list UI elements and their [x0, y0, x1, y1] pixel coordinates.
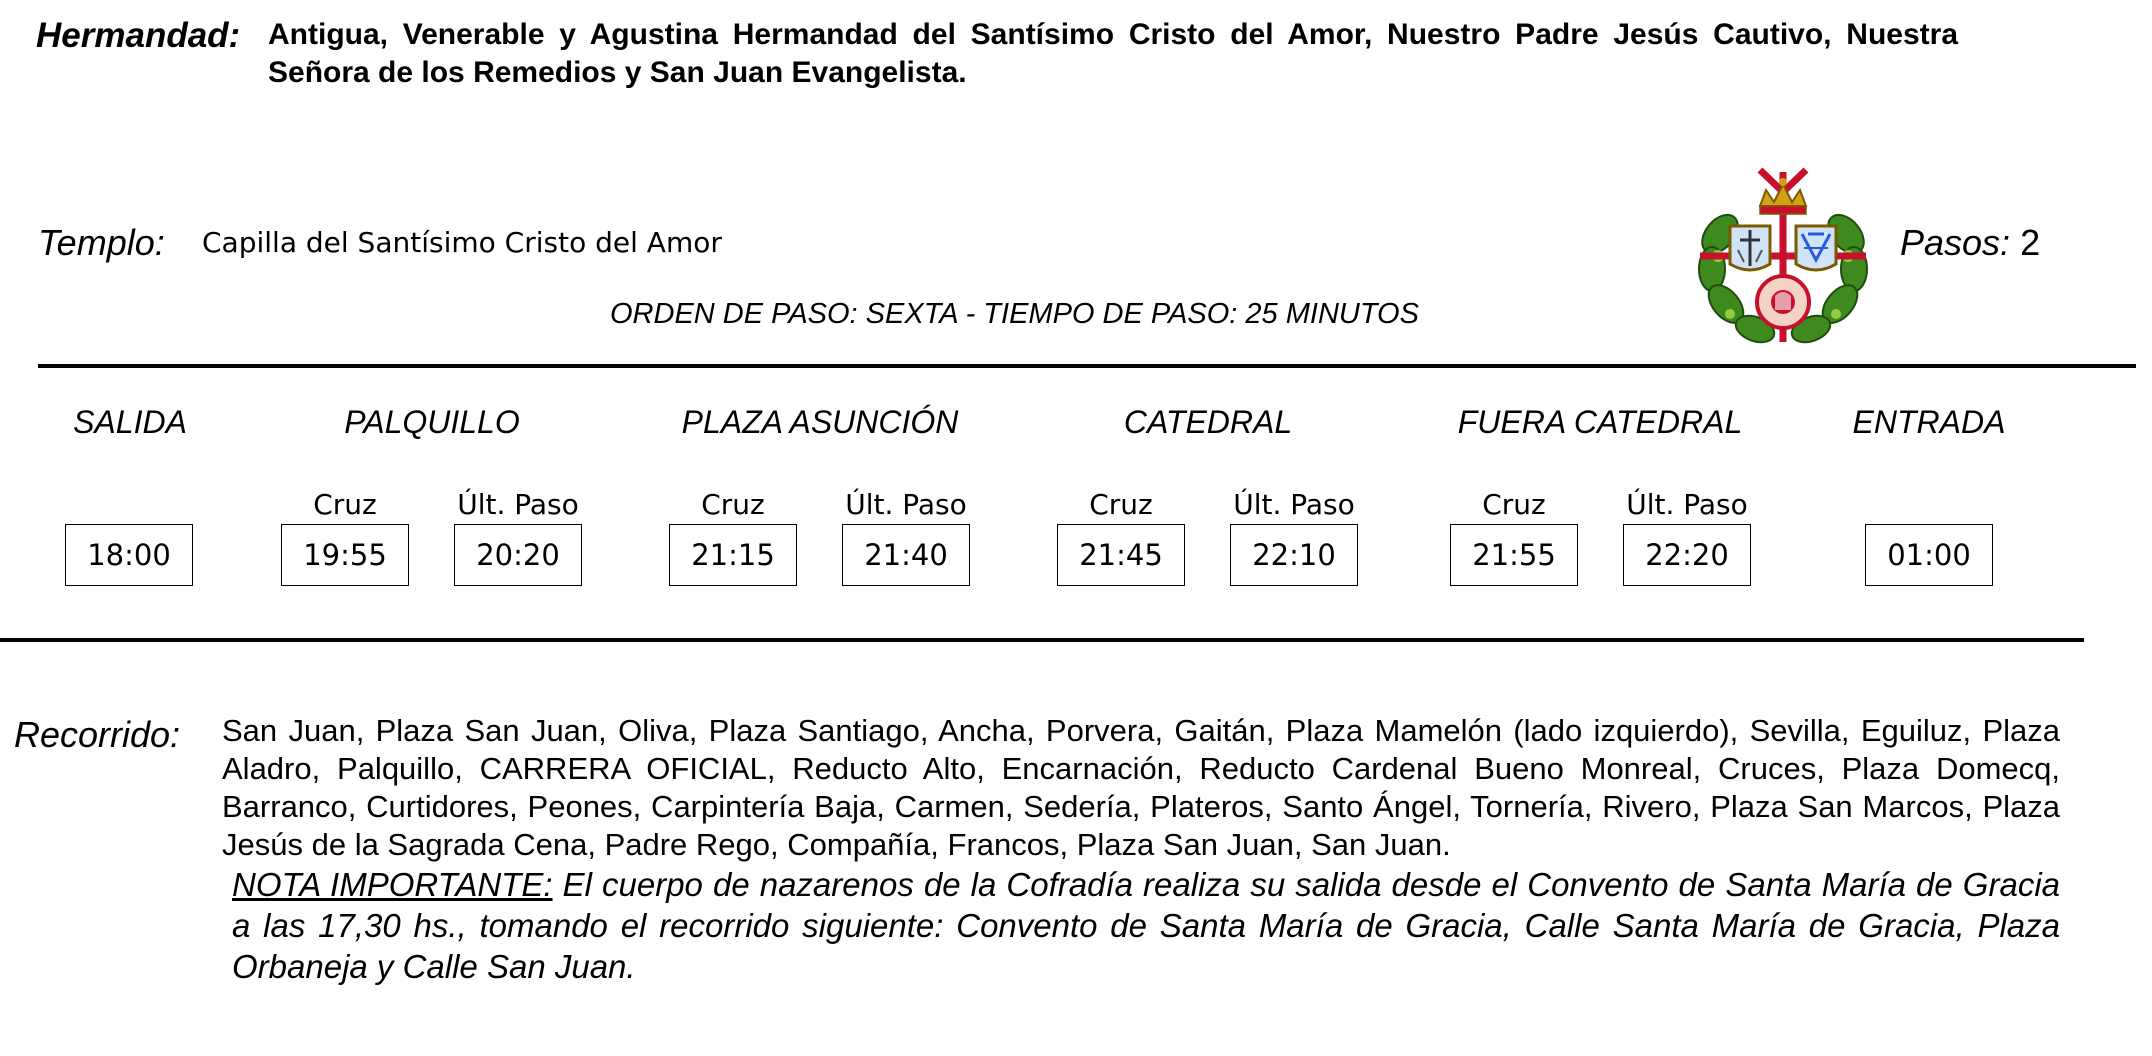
recorrido-block — [222, 712, 2060, 987]
nota-label: NOTA IMPORTANTE: — [232, 866, 553, 903]
templo-value: Capilla del Santísimo Cristo del Amor — [202, 226, 722, 259]
section-plaza-asuncion: PLAZA ASUNCIÓN — [681, 404, 959, 440]
fuera-catedral-cruz-label: Cruz — [1482, 488, 1546, 521]
time-box-palquillo-ult: 20:20 — [454, 524, 582, 586]
palquillo-cruz-label: Cruz — [313, 488, 377, 521]
recorrido-route: San Juan, Plaza San Juan, Oliva, Plaza Santiago, Ancha, Porvera, Gaitán, Plaza Mamelón (lado izquierdo), Sevilla, Eguiluz, Plaza Aladro, Palquillo, CARRERA OFICIAL, Reducto Alto, Encarnación, Reducto Cardenal Bueno Monreal, Cruces, Plaza Domecq, Barranco, Curtidores, Peones, Carpintería Baja, Carmen, Sedería, Plateros, Santo Ángel, Tornería, Rivero, Plaza San Marcos, Plaza Jesús de la Sagrada Cena, Padre Rego, Compañía, Francos, Plaza San Juan, San Juan. — [222, 713, 2060, 862]
section-catedral: CATEDRAL — [1123, 404, 1293, 440]
nota-importante — [222, 864, 2060, 987]
pasos-value: 2 — [2020, 222, 2041, 263]
recorrido-label: Recorrido: — [14, 714, 181, 755]
divider-top — [38, 364, 2136, 368]
time-box-fuera-catedral-cruz: 21:55 — [1450, 524, 1578, 586]
section-palquillo: PALQUILLO — [344, 404, 520, 440]
fuera-catedral-ult-label: Últ. Paso — [1626, 488, 1748, 521]
hermandad-label: Hermandad: — [36, 16, 241, 55]
section-entrada: ENTRADA — [1852, 404, 2006, 440]
time-box-palquillo-cruz: 19:55 — [281, 524, 409, 586]
time-box-catedral-ult: 22:10 — [1230, 524, 1358, 586]
hermandad-crest-icon — [1690, 164, 1876, 350]
time-box-catedral-cruz: 21:45 — [1057, 524, 1185, 586]
time-box-plaza-asuncion-cruz: 21:15 — [669, 524, 797, 586]
divider-bottom — [0, 638, 2084, 642]
nota-text: El cuerpo de nazarenos de la Cofradía realiza su salida desde el Convento de Santa María de Gracia a las 17,30 hs., tomando el recorrido siguiente: Convento de Santa María de Gracia, Calle Santa María de Gracia, Plaza Orbaneja y Calle San Juan. — [232, 866, 2061, 985]
plaza-asuncion-cruz-label: Cruz — [701, 488, 765, 521]
section-salida: SALIDA — [73, 404, 187, 440]
palquillo-ult-label: Últ. Paso — [457, 488, 579, 521]
plaza-asuncion-ult-label: Últ. Paso — [845, 488, 967, 521]
orden-de-paso: ORDEN DE PASO: SEXTA - TIEMPO DE PASO: 25 MINUTOS — [610, 298, 1419, 330]
time-box-salida: 18:00 — [65, 524, 193, 586]
templo-label: Templo: — [38, 222, 165, 263]
time-box-entrada: 01:00 — [1865, 524, 1993, 586]
catedral-cruz-label: Cruz — [1089, 488, 1153, 521]
time-box-fuera-catedral-ult: 22:20 — [1623, 524, 1751, 586]
catedral-ult-label: Últ. Paso — [1233, 488, 1355, 521]
pasos-label: Pasos: — [1900, 222, 2011, 263]
section-fuera-catedral: FUERA CATEDRAL — [1457, 404, 1743, 440]
pasos — [1900, 222, 2040, 264]
time-box-plaza-asuncion-ult: 21:40 — [842, 524, 970, 586]
hermandad-name: Antigua, Venerable y Agustina Hermandad del Santísimo Cristo del Amor, Nuestro Padre Jesús Cautivo, Nuestra Señora de los Remedios y San Juan Evangelista. — [268, 18, 1958, 89]
